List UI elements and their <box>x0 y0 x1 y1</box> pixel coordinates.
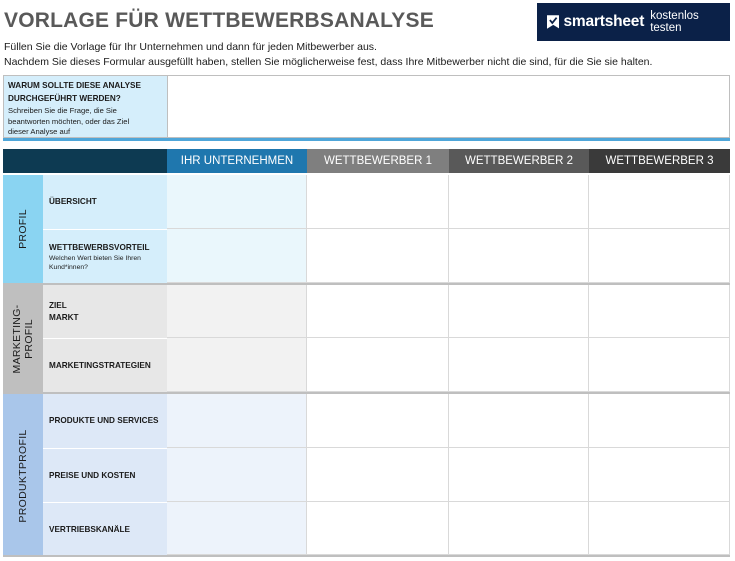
row-hint: Welchen Wert bieten Sie Ihren <box>49 254 141 262</box>
competitor-entry-cell[interactable] <box>307 448 449 502</box>
header-competitor-1: WETTBEWERBER 1 <box>307 149 449 173</box>
company-entry-cell[interactable] <box>167 285 307 338</box>
competitor-entry-cell[interactable] <box>589 285 730 338</box>
section-label-marketing <box>11 304 35 373</box>
question-hint-line: beantworten möchten, oder das Ziel <box>8 116 130 126</box>
question-label-cell <box>4 76 167 137</box>
question-divider <box>3 138 730 141</box>
competitor-entry-cell[interactable] <box>589 229 730 283</box>
row-label-uebersicht <box>43 175 167 229</box>
company-entry-cell[interactable] <box>167 338 307 392</box>
competitor-entry-cell[interactable] <box>589 338 730 392</box>
row-hint: Kund*innen? <box>49 263 88 271</box>
question-heading <box>8 79 163 105</box>
competitor-entry-cell[interactable] <box>307 502 449 555</box>
question-heading-line: WARUM SOLLTE DIESE ANALYSE <box>8 81 141 90</box>
instruction-line-1: Füllen Sie die Vorlage für Ihr Unternehmen und dann für jeden Mitbewerber aus. <box>4 41 377 53</box>
header-competitor-2: WETTBEWERBER 2 <box>449 149 589 173</box>
question-heading-line: DURCHGEFÜHRT WERDEN? <box>8 94 121 103</box>
section-label-line: MARKETING- <box>11 304 23 373</box>
header-your-company: IHR UNTERNEHMEN <box>167 149 307 173</box>
row-label-preise <box>43 448 167 502</box>
section-tab-profil <box>3 175 43 283</box>
row-title: PREISE UND KOSTEN <box>49 470 136 480</box>
competitor-entry-cell[interactable] <box>449 448 589 502</box>
analysis-question-box <box>3 75 730 138</box>
table-bottom-border <box>3 555 730 557</box>
competitor-entry-cell[interactable] <box>307 285 449 338</box>
row-label-vertriebskanaele <box>43 502 167 557</box>
competitor-entry-cell[interactable] <box>449 285 589 338</box>
competitor-entry-cell[interactable] <box>307 338 449 392</box>
header-corner <box>3 149 167 173</box>
competitor-entry-cell[interactable] <box>449 394 589 448</box>
competitor-entry-cell[interactable] <box>589 448 730 502</box>
row-title: ZIEL <box>49 300 67 310</box>
company-entry-cell[interactable] <box>167 448 307 502</box>
competitor-entry-cell[interactable] <box>449 338 589 392</box>
competitor-entry-cell[interactable] <box>449 229 589 283</box>
row-title: PRODUKTE UND SERVICES <box>49 416 159 425</box>
row-title: VERTRIEBSKANÄLE <box>49 525 130 534</box>
row-label-zielmarkt <box>43 285 167 338</box>
competitor-entry-cell[interactable] <box>449 502 589 555</box>
logo-cta: kostenlos testen <box>650 10 699 34</box>
row-title: MARKETINGSTRATEGIEN <box>49 360 151 370</box>
row-title: MARKT <box>49 312 79 322</box>
competitor-entry-cell[interactable] <box>589 394 730 448</box>
competitor-entry-cell[interactable] <box>449 175 589 229</box>
row-title: ÜBERSICHT <box>49 197 97 206</box>
row-label-marketingstrategien <box>43 338 167 392</box>
row-label-wettbewerbsvorteil <box>43 229 167 283</box>
checkmark-flag-icon <box>547 15 559 29</box>
section-tab-marketing <box>3 285 43 392</box>
company-entry-cell[interactable] <box>167 229 307 283</box>
company-entry-cell[interactable] <box>167 175 307 229</box>
section-tab-produkt <box>3 394 43 557</box>
competitor-entry-cell[interactable] <box>307 394 449 448</box>
instruction-line-2: Nachdem Sie dieses Formular ausgefüllt haben, stellen Sie möglicherweise fest, dass Ihre Mitbewerber nicht die sind, für die Sie sie halten. <box>4 56 653 68</box>
competitor-entry-cell[interactable] <box>589 502 730 555</box>
question-hint <box>8 106 163 138</box>
section-label-produkt: PRODUKTPROFIL <box>17 428 29 523</box>
competitor-entry-cell[interactable] <box>589 175 730 229</box>
header-competitor-3: WETTBEWERBER 3 <box>589 149 730 173</box>
question-answer-field[interactable] <box>167 76 729 137</box>
analysis-table <box>3 149 730 557</box>
page-title: VORLAGE FÜR WETTBEWERBSANALYSE <box>4 9 434 32</box>
competitor-entry-cell[interactable] <box>307 229 449 283</box>
competitor-entry-cell[interactable] <box>307 175 449 229</box>
company-entry-cell[interactable] <box>167 502 307 555</box>
question-hint-line: Schreiben Sie die Frage, die Sie <box>8 106 117 115</box>
logo-brand: smartsheet <box>563 13 645 30</box>
row-title: WETTBEWERBSVORTEIL <box>49 242 150 252</box>
company-entry-cell[interactable] <box>167 394 307 448</box>
row-label-produkte <box>43 394 167 448</box>
section-label-profil: PROFIL <box>17 209 29 249</box>
section-label-line: PROFIL <box>23 318 35 359</box>
smartsheet-logo-button[interactable] <box>537 3 730 41</box>
question-hint-line: dieser Analyse auf <box>8 127 71 136</box>
